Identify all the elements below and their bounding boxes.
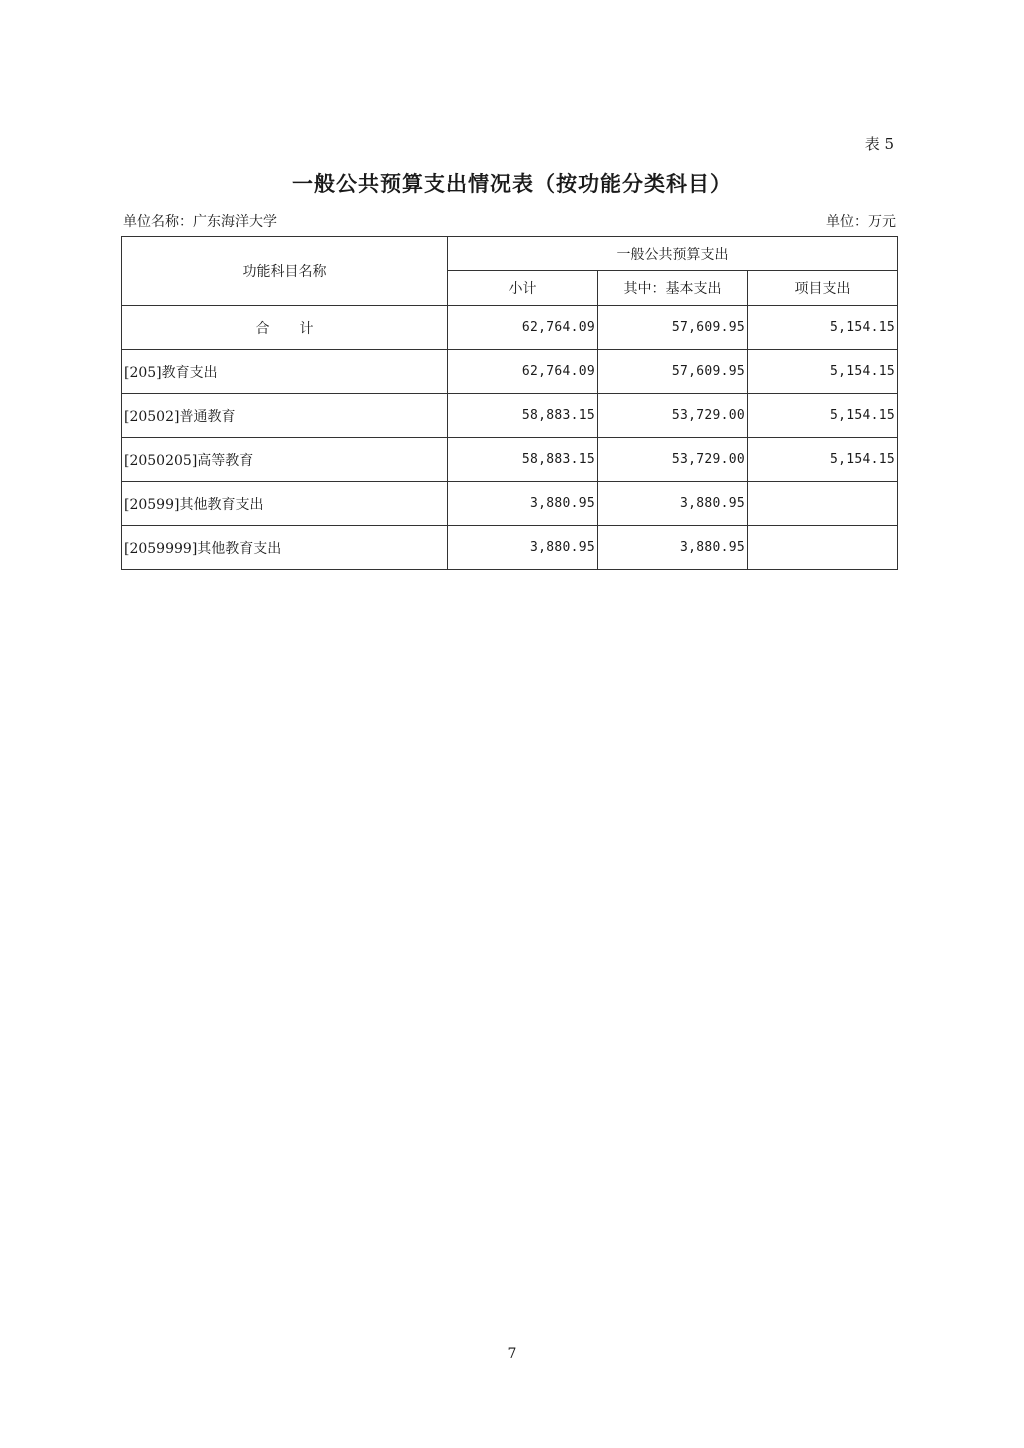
unit-name: 单位名称：广东海洋大学 — [123, 214, 277, 230]
table-row — [122, 438, 898, 482]
row-label: [20599]其他教育支出 — [122, 482, 448, 526]
cell-project — [748, 482, 898, 526]
row-label: [2050205]高等教育 — [122, 438, 448, 482]
cell-subtotal: 58,883.15 — [448, 438, 598, 482]
table-row — [122, 482, 898, 526]
cell-basic: 3,880.95 — [598, 526, 748, 570]
cell-subtotal: 3,880.95 — [448, 482, 598, 526]
cell-subtotal: 62,764.09 — [448, 306, 598, 350]
cell-project: 5,154.15 — [748, 306, 898, 350]
header-subtotal: 小计 — [448, 271, 598, 306]
row-label: [20502]普通教育 — [122, 394, 448, 438]
cell-subtotal: 3,880.95 — [448, 526, 598, 570]
header-function-name: 功能科目名称 — [122, 237, 448, 306]
row-label: [205]教育支出 — [122, 350, 448, 394]
row-label: [2059999]其他教育支出 — [122, 526, 448, 570]
table-row — [122, 526, 898, 570]
cell-project: 5,154.15 — [748, 350, 898, 394]
page-number: 7 — [507, 1346, 517, 1362]
cell-project — [748, 526, 898, 570]
cell-basic: 57,609.95 — [598, 350, 748, 394]
cell-basic: 53,729.00 — [598, 394, 748, 438]
cell-basic: 3,880.95 — [598, 482, 748, 526]
header-general-budget: 一般公共预算支出 — [448, 237, 898, 271]
cell-subtotal: 62,764.09 — [448, 350, 598, 394]
header-project-expenditure: 项目支出 — [748, 271, 898, 306]
cell-project: 5,154.15 — [748, 394, 898, 438]
header-basic-expenditure: 其中：基本支出 — [598, 271, 748, 306]
cell-basic: 57,609.95 — [598, 306, 748, 350]
budget-table — [121, 236, 898, 570]
row-label: 合计 — [122, 306, 448, 350]
cell-subtotal: 58,883.15 — [448, 394, 598, 438]
currency-unit: 单位：万元 — [826, 214, 896, 230]
table-row — [122, 394, 898, 438]
table-row — [122, 350, 898, 394]
table-row-total — [122, 306, 898, 350]
page-title: 一般公共预算支出情况表（按功能分类科目） — [292, 171, 732, 196]
table-number: 表 5 — [864, 135, 894, 153]
cell-basic: 53,729.00 — [598, 438, 748, 482]
cell-project: 5,154.15 — [748, 438, 898, 482]
